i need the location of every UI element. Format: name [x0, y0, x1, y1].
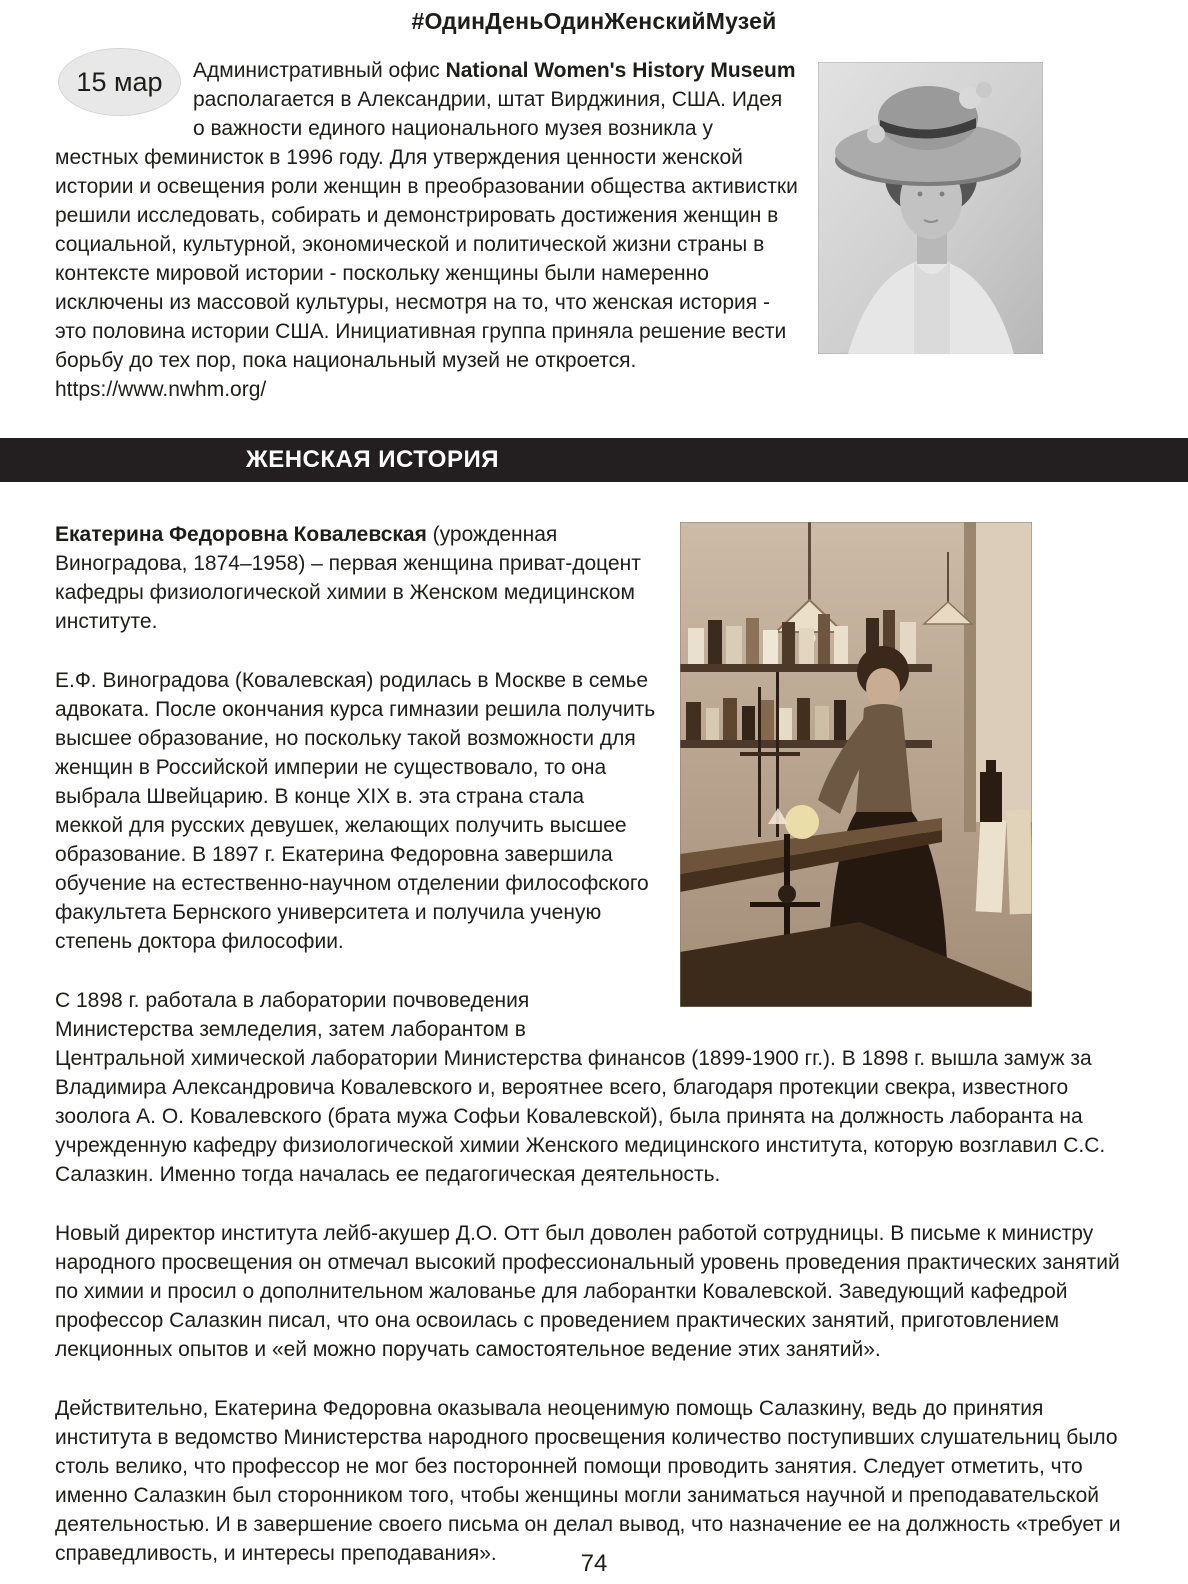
portrait-photo	[818, 62, 1043, 354]
story-continuation	[55, 1219, 1133, 1568]
museum-intro-section	[55, 48, 1133, 404]
intro-lead: Административный офис	[193, 59, 446, 82]
page-hashtag-title: #ОдинДеньОдинЖенскийМузей	[411, 8, 777, 34]
section-banner: ЖЕНСКАЯ ИСТОРИЯ	[0, 438, 1188, 482]
subject-name: Екатерина Федоровна Ковалевская	[55, 523, 427, 546]
intro-body: располагается в Александрии, штат Вирджиния, США. Идея о важности единого национального музея возникла у местных феминисток в 1996 году. Для утверждения ценности женской истории и освещения роли женщин в преобразовании общества активистки решили исследовать, собирать и демонстрировать достижения женщин в социальной, культурной, экономической и политической жизни страны в контексте мировой истории - поскольку женщины были намеренно исключены из массовой культуры, несмотря на то, что женская история - это половина истории США. Инициативная группа приняла решение вести борьбу до тех пор, пока национальный музей не откроется.	[55, 88, 798, 372]
story-section	[55, 520, 1133, 1219]
story-paragraph-5: Действительно, Екатерина Федоровна оказывала неоценимую помощь Салазкину, ведь до принятия института в ведомство Министерства народного просвещения количество поступивших слушательниц было столь велико, что профессор не мог без посторонней помощи проводить занятия. Следует отметить, что именно Салазкин был сторонником того, чтобы женщины могли заниматься научной и преподавательской деятельностью. И в завершение своего письма он делал вывод, что назначение ее на должность «требует и справедливость, и интересы преподавания».	[55, 1397, 1121, 1565]
date-badge: 15 мар	[58, 48, 181, 116]
museum-url-link[interactable]: https://www.nwhm.org/	[55, 378, 267, 401]
story-paragraph-2: Е.Ф. Виноградова (Ковалевская) родилась в Москве в семье адвоката. После окончания курса гимназии решила получить высшее образование, но поскольку такой возможности для женщин в Российской империи не существовало, то она выбрала Швейцарию. В конце XIX в. эта страна стала меккой для русских девушек, желающих получить высшее образование. В 1897 г. Екатерина Федоровна завершила обучение на естественно-научном отделении философского факультета Бернского университета и получила ученую степень доктора философии.	[55, 669, 656, 953]
museum-name: National Women's History Museum	[445, 59, 796, 82]
story-paragraph-4: Новый директор института лейб-акушер Д.О. Отт был доволен работой сотрудницы. В письме к министру народного просвещения он отмечал высокий профессиональный уровень проведения практических занятий по химии и просил о дополнительном жалованье для лаборантки Ковалевской. Заведующий кафедрой профессор Салазкин писал, что она освоилась с проведением практических занятий, приготовлением лекционных опытов и «ей можно поручать самостоятельное ведение этих занятий».	[55, 1222, 1120, 1361]
page-number: 74	[580, 1550, 608, 1577]
story-paragraph-1-text: (урожденная Виноградова, 1874–1958) – первая женщина приват-доцент кафедры физиологической химии в Женском медицинском институте.	[55, 523, 641, 633]
laboratory-photo	[680, 522, 1032, 1007]
story-paragraph-3: С 1898 г. работала в лаборатории почвоведения Министерства земледелия, затем лаборантом в Центральной химической лаборатории Министерства финансов (1899-1900 гг.). В 1898 г. вышла замуж за Владимира Александровича Ковалевского и, вероятнее всего, благодаря протекции свекра, известного зоолога А. О. Ковалевского (брата мужа Софьи Ковалевской), была принята на должность лаборанта на учрежденную кафедру физиологической химии Женского медицинского института, которую возглавил С.С. Салазкин. Именно тогда началась ее педагогическая деятельность.	[55, 989, 1106, 1186]
